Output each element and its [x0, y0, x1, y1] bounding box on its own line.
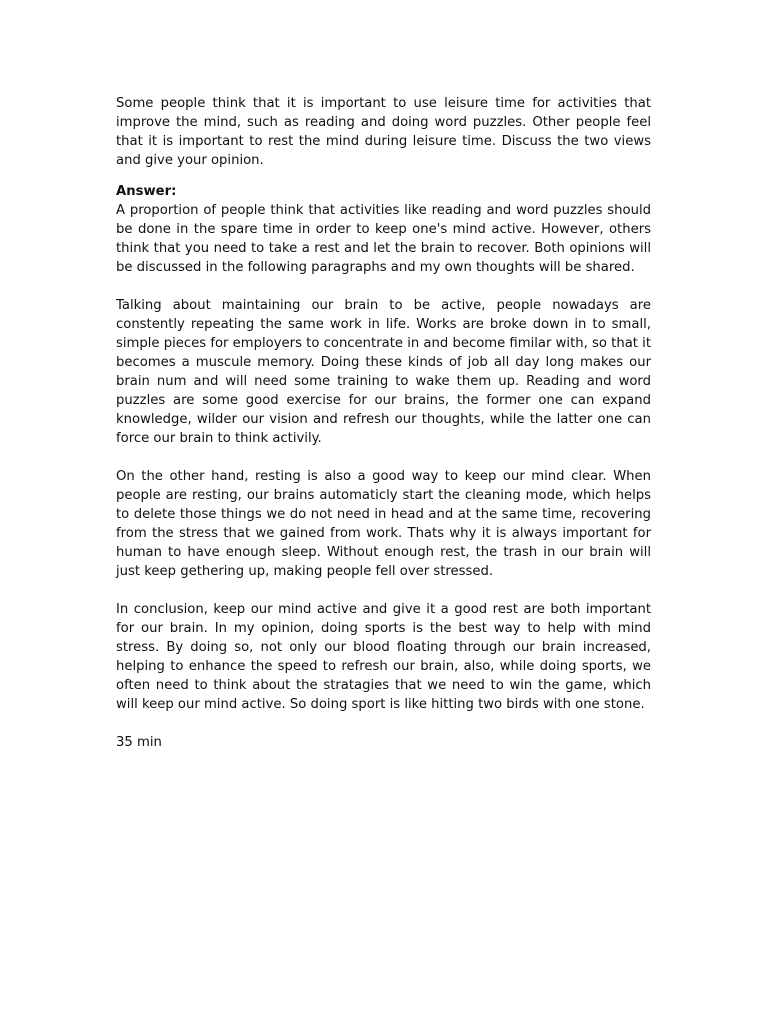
time-note: 35 min — [116, 735, 162, 750]
answer-label: Answer: — [116, 184, 177, 199]
document-page — [116, 94, 651, 752]
essay-paragraph-active-mind: Talking about maintaining our brain to be active, people nowadays are constently repeating the same work in life. Works are broke down in to small, simple pieces for employers to concentrate in and become fimilar with, so that it becomes a muscule memory. Doing these kinds of job all day long makes our brain num and will need some training to wake them up. Reading and word puzzles are some good exercise for our brains, the former one can expand knowledge, wilder our vision and refresh our thoughts, while the latter one can force our brain to think activily. — [116, 298, 651, 446]
essay-paragraph-resting: On the other hand, resting is also a good way to keep our mind clear. When people are resting, our brains automaticly start the cleaning mode, which helps to delete those things we do not need in head and at the same time, recovering from the stress that we gained from work. Thats why it is always important for human to have enough sleep. Without enough rest, the trash in our brain will just keep gethering up, making people fell over stressed. — [116, 469, 651, 579]
essay-paragraph-conclusion: In conclusion, keep our mind active and give it a good rest are both important for our brain. In my opinion, doing sports is the best way to help with mind stress. By doing so, not only our blood floating through our brain increased, helping to enhance the speed to refresh our brain, also, while doing sports, we often need to think about the stratagies that we need to win the game, which will keep our mind active. So doing sport is like hitting two birds with one stone. — [116, 602, 651, 712]
essay-prompt: Some people think that it is important to use leisure time for activities that improve the mind, such as reading and doing word puzzles. Other people feel that it is important to rest the mind during leisure time. Discuss the two views and give your opinion. — [116, 96, 651, 168]
essay-paragraph-intro: A proportion of people think that activities like reading and word puzzles should be done in the spare time in order to keep one's mind active. However, others think that you need to take a rest and let the brain to recover. Both opinions will be discussed in the following paragraphs and my own thoughts will be shared. — [116, 203, 651, 275]
